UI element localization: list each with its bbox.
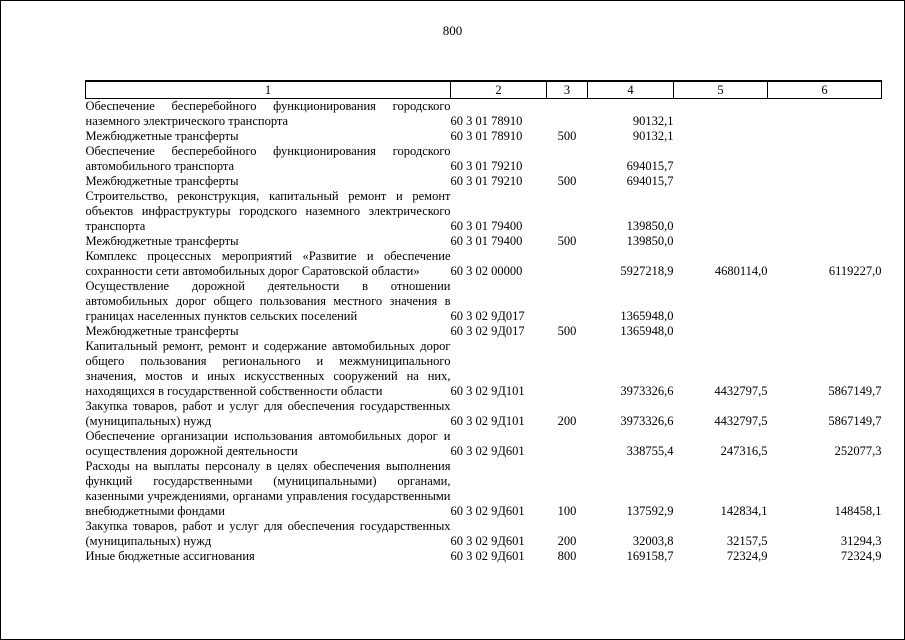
cell-amount-year3 — [768, 234, 882, 249]
cell-amount-year2: 4432797,5 — [714, 414, 768, 428]
cell-name: Обеспечение организации использования автомобильных дорог и осуществления дорожной деятельности — [85, 429, 451, 458]
cell-code: 60 3 02 9Д601 — [450, 504, 525, 518]
cell-amount-year1: 3973326,6 — [620, 414, 674, 428]
cell-name: Межбюджетные трансферты — [85, 129, 239, 143]
column-header-5: 5 — [674, 81, 768, 99]
cell-amount-year2: 4432797,5 — [714, 384, 768, 398]
table-row — [86, 189, 882, 234]
cell-expense-type: 200 — [557, 534, 577, 548]
cell-code: 60 3 02 9Д601 — [450, 444, 525, 458]
cell-code: 60 3 01 78910 — [450, 129, 523, 143]
table-row — [86, 144, 882, 174]
page-number: 800 — [442, 23, 463, 38]
cell-code: 60 3 02 9Д601 — [450, 534, 525, 548]
cell-amount-year1: 139850,0 — [626, 219, 674, 233]
table-row — [86, 174, 882, 189]
cell-name: Капитальный ремонт, ремонт и содержание автомобильных дорог общего пользования регионального и межмуниципального значения, мостов и иных искусственных сооружений на них, находящихся в государственной собственности области — [85, 339, 451, 398]
cell-name: Закупка товаров, работ и услуг для обеспечения государственных (муниципальных) нужд — [85, 519, 451, 548]
cell-amount-year2: 4680114,0 — [714, 264, 768, 278]
cell-name: Осуществление дорожной деятельности в отношении автомобильных дорог общего пользования местного значения в границах населенных пунктов сельских поселений — [85, 279, 451, 323]
cell-amount-year2 — [674, 144, 768, 174]
cell-code: 60 3 02 9Д101 — [450, 414, 525, 428]
cell-amount-year2: 72324,9 — [726, 549, 768, 563]
cell-code: 60 3 01 79400 — [450, 234, 523, 248]
cell-amount-year1: 169158,7 — [626, 549, 674, 563]
table-row — [86, 399, 882, 429]
header-row — [86, 81, 882, 99]
cell-name: Межбюджетные трансферты — [85, 234, 239, 248]
table-row — [86, 249, 882, 279]
cell-expense-type — [547, 144, 588, 174]
cell-amount-year2 — [674, 324, 768, 339]
cell-amount-year3 — [768, 174, 882, 189]
table-row — [86, 429, 882, 459]
cell-code: 60 3 02 9Д101 — [450, 384, 525, 398]
cell-code: 60 3 02 9Д017 — [450, 309, 525, 323]
cell-expense-type: 500 — [557, 174, 577, 188]
cell-code: 60 3 01 78910 — [450, 114, 523, 128]
cell-name: Обеспечение бесперебойного функционирования городского наземного электрического транспорта — [85, 99, 451, 128]
cell-amount-year3: 5867149,7 — [828, 384, 882, 398]
cell-amount-year2 — [674, 234, 768, 249]
cell-amount-year1: 3973326,6 — [620, 384, 674, 398]
table-row — [86, 549, 882, 564]
table-row — [86, 129, 882, 144]
budget-table — [85, 80, 882, 564]
cell-amount-year3 — [768, 279, 882, 324]
cell-amount-year2 — [674, 279, 768, 324]
cell-expense-type: 500 — [557, 234, 577, 248]
cell-name: Закупка товаров, работ и услуг для обеспечения государственных (муниципальных) нужд — [85, 399, 451, 428]
cell-expense-type: 200 — [557, 414, 577, 428]
cell-expense-type — [547, 339, 588, 399]
cell-expense-type: 500 — [557, 129, 577, 143]
cell-name: Строительство, реконструкция, капитальный ремонт и ремонт объектов инфраструктуры городского наземного электрического транспорта — [85, 189, 451, 233]
cell-amount-year3: 72324,9 — [840, 549, 882, 563]
cell-code: 60 3 01 79210 — [450, 174, 523, 188]
cell-amount-year3: 31294,3 — [840, 534, 882, 548]
cell-amount-year3 — [768, 324, 882, 339]
cell-expense-type — [547, 429, 588, 459]
cell-amount-year1: 338755,4 — [626, 444, 674, 458]
cell-expense-type: 500 — [557, 324, 577, 338]
column-header-4: 4 — [588, 81, 674, 99]
table-header — [86, 81, 882, 99]
cell-code: 60 3 01 79400 — [450, 219, 523, 233]
cell-expense-type — [547, 189, 588, 234]
cell-expense-type: 100 — [557, 504, 577, 518]
cell-amount-year3 — [768, 189, 882, 234]
cell-amount-year2 — [674, 189, 768, 234]
cell-name: Расходы на выплаты персоналу в целях обеспечения выполнения функций государственными (муниципальными) органами, казенными учреждениями, органами управления государственными внебюджетными фондами — [85, 459, 451, 518]
cell-amount-year2: 142834,1 — [720, 504, 768, 518]
cell-expense-type — [547, 99, 588, 130]
table-row — [86, 99, 882, 130]
cell-name: Комплекс процессных мероприятий «Развитие и обеспечение сохранности сети автомобильных дорог Саратовской области» — [85, 249, 451, 278]
cell-amount-year1: 32003,8 — [632, 534, 674, 548]
cell-amount-year1: 90132,1 — [632, 114, 674, 128]
table-body — [86, 99, 882, 565]
cell-name: Межбюджетные трансферты — [85, 174, 239, 188]
cell-amount-year3: 6119227,0 — [828, 264, 882, 278]
cell-amount-year1: 1365948,0 — [620, 324, 674, 338]
cell-amount-year1: 137592,9 — [626, 504, 674, 518]
table-row — [86, 279, 882, 324]
cell-expense-type — [547, 279, 588, 324]
column-header-2: 2 — [451, 81, 547, 99]
cell-amount-year1: 694015,7 — [626, 159, 674, 173]
cell-expense-type: 800 — [557, 549, 577, 563]
column-header-3: 3 — [547, 81, 588, 99]
cell-name: Обеспечение бесперебойного функционирования городского автомобильного транспорта — [85, 144, 451, 173]
cell-code: 60 3 02 9Д017 — [450, 324, 525, 338]
table-row — [86, 459, 882, 519]
cell-amount-year3 — [768, 99, 882, 130]
cell-amount-year3: 252077,3 — [834, 444, 882, 458]
cell-amount-year1: 694015,7 — [626, 174, 674, 188]
cell-expense-type — [547, 249, 588, 279]
cell-amount-year2: 247316,5 — [720, 444, 768, 458]
cell-amount-year1: 1365948,0 — [620, 309, 674, 323]
cell-amount-year1: 90132,1 — [632, 129, 674, 143]
cell-amount-year2 — [674, 129, 768, 144]
column-header-1: 1 — [86, 81, 451, 99]
cell-code: 60 3 01 79210 — [450, 159, 523, 173]
cell-code: 60 3 02 9Д601 — [450, 549, 525, 563]
cell-name: Межбюджетные трансферты — [85, 324, 239, 338]
cell-code: 60 3 02 00000 — [450, 264, 523, 278]
cell-amount-year3: 148458,1 — [834, 504, 882, 518]
cell-amount-year3: 5867149,7 — [828, 414, 882, 428]
table-row — [86, 339, 882, 399]
cell-amount-year2 — [674, 99, 768, 130]
column-header-6: 6 — [768, 81, 882, 99]
cell-amount-year1: 5927218,9 — [620, 264, 674, 278]
cell-amount-year2 — [674, 174, 768, 189]
cell-name: Иные бюджетные ассигнования — [85, 549, 255, 563]
cell-amount-year2: 32157,5 — [726, 534, 768, 548]
table-row — [86, 519, 882, 549]
cell-amount-year3 — [768, 144, 882, 174]
table-row — [86, 324, 882, 339]
cell-amount-year3 — [768, 129, 882, 144]
table-row — [86, 234, 882, 249]
cell-amount-year1: 139850,0 — [626, 234, 674, 248]
